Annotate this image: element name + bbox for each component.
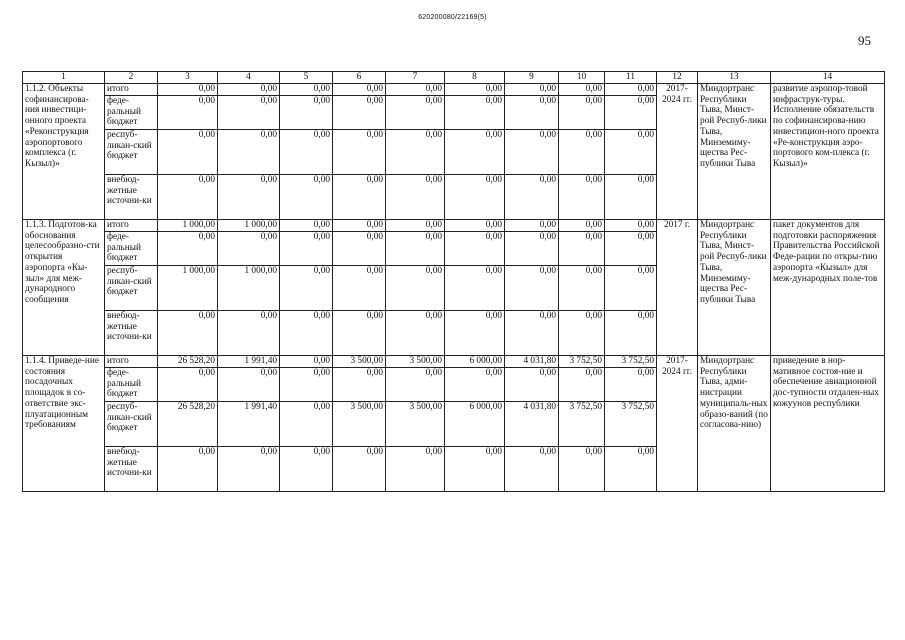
header-row <box>23 72 885 84</box>
amount-cell: 0,00 <box>333 368 386 402</box>
amount-cell: 0,00 <box>605 447 657 492</box>
amount-cell: 0,00 <box>386 266 445 311</box>
amount-cell: 0,00 <box>280 266 333 311</box>
amount-cell: 3 500,00 <box>386 402 445 447</box>
amount-cell: 0,00 <box>218 84 280 96</box>
amount-cell: 0,00 <box>280 130 333 175</box>
amount-cell: 0,00 <box>333 447 386 492</box>
amount-cell: 0,00 <box>280 447 333 492</box>
amount-cell: 0,00 <box>280 402 333 447</box>
amount-cell: 0,00 <box>333 130 386 175</box>
funding-source-cell: феде-ральный бюджет <box>105 368 158 402</box>
amount-cell: 0,00 <box>386 220 445 232</box>
amount-cell: 3 752,50 <box>605 356 657 368</box>
amount-cell: 0,00 <box>386 447 445 492</box>
funding-source-cell: респуб-ликан-ский бюджет <box>105 266 158 311</box>
amount-cell: 6 000,00 <box>445 356 505 368</box>
amount-cell: 0,00 <box>559 175 605 220</box>
amount-cell: 0,00 <box>158 447 218 492</box>
amount-cell: 0,00 <box>445 447 505 492</box>
program-table <box>22 71 885 492</box>
amount-cell: 3 752,50 <box>559 356 605 368</box>
executors-cell: Миндортранс Республики Тыва, адми-нистрации муниципаль-ных образо-ваний (по согласова-нию) <box>698 356 771 492</box>
result-cell: приведение в нор-мативное состоя-ние и обеспечение авиационной дос-тупности отдален-ных кожуунов республики <box>771 356 885 492</box>
amount-cell: 1 991,40 <box>218 356 280 368</box>
amount-cell: 0,00 <box>445 311 505 356</box>
amount-cell: 1 000,00 <box>218 266 280 311</box>
amount-cell: 0,00 <box>280 175 333 220</box>
amount-cell: 0,00 <box>333 96 386 130</box>
amount-cell: 0,00 <box>218 311 280 356</box>
amount-cell: 0,00 <box>218 130 280 175</box>
amount-cell: 0,00 <box>505 220 559 232</box>
amount-cell: 3 752,50 <box>605 402 657 447</box>
period-cell: 2017-2024 гг. <box>657 84 698 220</box>
amount-cell: 3 500,00 <box>386 356 445 368</box>
amount-cell: 0,00 <box>158 96 218 130</box>
amount-cell: 0,00 <box>158 130 218 175</box>
amount-cell: 26 528,20 <box>158 402 218 447</box>
amount-cell: 0,00 <box>505 311 559 356</box>
amount-cell: 0,00 <box>386 84 445 96</box>
amount-cell: 0,00 <box>445 368 505 402</box>
amount-cell: 0,00 <box>559 130 605 175</box>
amount-cell: 0,00 <box>445 220 505 232</box>
amount-cell: 0,00 <box>559 447 605 492</box>
column-header: 12 <box>657 72 698 84</box>
column-header: 11 <box>605 72 657 84</box>
amount-cell: 0,00 <box>505 175 559 220</box>
period-cell: 2017-2024 гг. <box>657 356 698 492</box>
executors-cell: Миндортранс Республики Тыва, Минст-рой Респуб-лики Тыва, Минземиму-щества Рес-публики Тыва <box>698 84 771 220</box>
amount-cell: 0,00 <box>559 96 605 130</box>
amount-cell: 0,00 <box>333 84 386 96</box>
funding-source-cell: респуб-ликан-ский бюджет <box>105 130 158 175</box>
funding-source-cell: феде-ральный бюджет <box>105 96 158 130</box>
column-header: 7 <box>386 72 445 84</box>
column-header: 9 <box>505 72 559 84</box>
amount-cell: 0,00 <box>280 356 333 368</box>
funding-source-cell: внебюд-жетные источни-ки <box>105 175 158 220</box>
amount-cell: 0,00 <box>386 368 445 402</box>
amount-cell: 0,00 <box>445 232 505 266</box>
executors-cell: Миндортранс Республики Тыва, Минст-рой Респуб-лики Тыва, Минземиму-щества Рес-публики Тыва <box>698 220 771 356</box>
column-header: 13 <box>698 72 771 84</box>
amount-cell: 0,00 <box>386 232 445 266</box>
column-header: 14 <box>771 72 885 84</box>
activity-name-cell: 1.1.2. Объекты софинансирова-ния инвестици-онного проекта «Реконструкция аэропортового комплекса (г. Кызыл)» <box>23 84 105 220</box>
amount-cell: 0,00 <box>605 175 657 220</box>
amount-cell: 3 752,50 <box>559 402 605 447</box>
amount-cell: 0,00 <box>333 232 386 266</box>
amount-cell: 0,00 <box>386 311 445 356</box>
amount-cell: 4 031,80 <box>505 356 559 368</box>
result-cell: развитие аэропор-товой инфраструк-туры. Исполнение обязательств по софинансирова-нию инвестицион-ного проекта «Ре-конструкция аэро-портового ком-плекса (г. Кызыл)» <box>771 84 885 220</box>
amount-cell: 0,00 <box>386 175 445 220</box>
column-header: 10 <box>559 72 605 84</box>
amount-cell: 0,00 <box>158 368 218 402</box>
amount-cell: 0,00 <box>445 266 505 311</box>
column-header: 2 <box>105 72 158 84</box>
amount-cell: 0,00 <box>218 175 280 220</box>
amount-cell: 0,00 <box>158 232 218 266</box>
column-header: 5 <box>280 72 333 84</box>
amount-cell: 0,00 <box>280 84 333 96</box>
funding-source-cell: итого <box>105 356 158 368</box>
amount-cell: 0,00 <box>445 175 505 220</box>
amount-cell: 0,00 <box>280 96 333 130</box>
amount-cell: 0,00 <box>605 220 657 232</box>
amount-cell: 0,00 <box>605 96 657 130</box>
amount-cell: 0,00 <box>605 311 657 356</box>
amount-cell: 0,00 <box>445 96 505 130</box>
amount-cell: 0,00 <box>559 220 605 232</box>
amount-cell: 0,00 <box>559 84 605 96</box>
amount-cell: 1 000,00 <box>158 266 218 311</box>
column-header: 3 <box>158 72 218 84</box>
amount-cell: 0,00 <box>505 130 559 175</box>
funding-source-cell: респуб-ликан-ский бюджет <box>105 402 158 447</box>
amount-cell: 0,00 <box>605 130 657 175</box>
amount-cell: 0,00 <box>218 96 280 130</box>
amount-cell: 0,00 <box>605 266 657 311</box>
amount-cell: 3 500,00 <box>333 356 386 368</box>
activity-name-cell: 1.1.3. Подготов-ка обоснования целесообразно-сти открытия аэропорта «Кы-зыл» для меж-дународного сообщения <box>23 220 105 356</box>
period-cell: 2017 г. <box>657 220 698 356</box>
amount-cell: 0,00 <box>605 368 657 402</box>
funding-source-cell: внебюд-жетные источни-ки <box>105 447 158 492</box>
amount-cell: 0,00 <box>333 175 386 220</box>
amount-cell: 0,00 <box>333 266 386 311</box>
table-row <box>23 220 885 232</box>
amount-cell: 1 991,40 <box>218 402 280 447</box>
amount-cell: 0,00 <box>605 84 657 96</box>
result-cell: пакет документов для подготовки распоряжения Правительства Российской Феде-рации по откры-тию аэропорта «Кызыл» для меж-дународных поле-тов <box>771 220 885 356</box>
amount-cell: 0,00 <box>333 220 386 232</box>
amount-cell: 0,00 <box>505 84 559 96</box>
amount-cell: 0,00 <box>386 130 445 175</box>
amount-cell: 0,00 <box>505 368 559 402</box>
funding-source-cell: итого <box>105 220 158 232</box>
column-header: 1 <box>23 72 105 84</box>
funding-source-cell: итого <box>105 84 158 96</box>
funding-source-cell: феде-ральный бюджет <box>105 232 158 266</box>
amount-cell: 0,00 <box>386 96 445 130</box>
page-number: 95 <box>858 33 871 48</box>
document-code: 620200080/22169(5) <box>418 14 487 21</box>
amount-cell: 0,00 <box>505 266 559 311</box>
table-row <box>23 84 885 96</box>
column-header: 6 <box>333 72 386 84</box>
funding-source-cell: внебюд-жетные источни-ки <box>105 311 158 356</box>
amount-cell: 0,00 <box>505 447 559 492</box>
amount-cell: 3 500,00 <box>333 402 386 447</box>
activity-name-cell: 1.1.4. Приведе-ние состояния посадочных площадок в со-ответствие экс-плуатационным требованиям <box>23 356 105 492</box>
amount-cell: 1 000,00 <box>218 220 280 232</box>
amount-cell: 0,00 <box>559 266 605 311</box>
amount-cell: 6 000,00 <box>445 402 505 447</box>
amount-cell: 0,00 <box>218 368 280 402</box>
column-header: 4 <box>218 72 280 84</box>
amount-cell: 26 528,20 <box>158 356 218 368</box>
amount-cell: 0,00 <box>218 447 280 492</box>
amount-cell: 0,00 <box>445 130 505 175</box>
amount-cell: 0,00 <box>333 311 386 356</box>
amount-cell: 0,00 <box>445 84 505 96</box>
amount-cell: 0,00 <box>505 232 559 266</box>
amount-cell: 0,00 <box>559 311 605 356</box>
amount-cell: 0,00 <box>218 232 280 266</box>
amount-cell: 0,00 <box>559 232 605 266</box>
amount-cell: 0,00 <box>158 311 218 356</box>
amount-cell: 0,00 <box>505 96 559 130</box>
amount-cell: 0,00 <box>280 311 333 356</box>
table-row <box>23 356 885 368</box>
amount-cell: 0,00 <box>158 175 218 220</box>
amount-cell: 1 000,00 <box>158 220 218 232</box>
amount-cell: 0,00 <box>605 232 657 266</box>
column-header: 8 <box>445 72 505 84</box>
amount-cell: 0,00 <box>158 84 218 96</box>
amount-cell: 4 031,80 <box>505 402 559 447</box>
amount-cell: 0,00 <box>280 220 333 232</box>
amount-cell: 0,00 <box>280 232 333 266</box>
amount-cell: 0,00 <box>559 368 605 402</box>
table-body <box>23 84 885 492</box>
amount-cell: 0,00 <box>280 368 333 402</box>
